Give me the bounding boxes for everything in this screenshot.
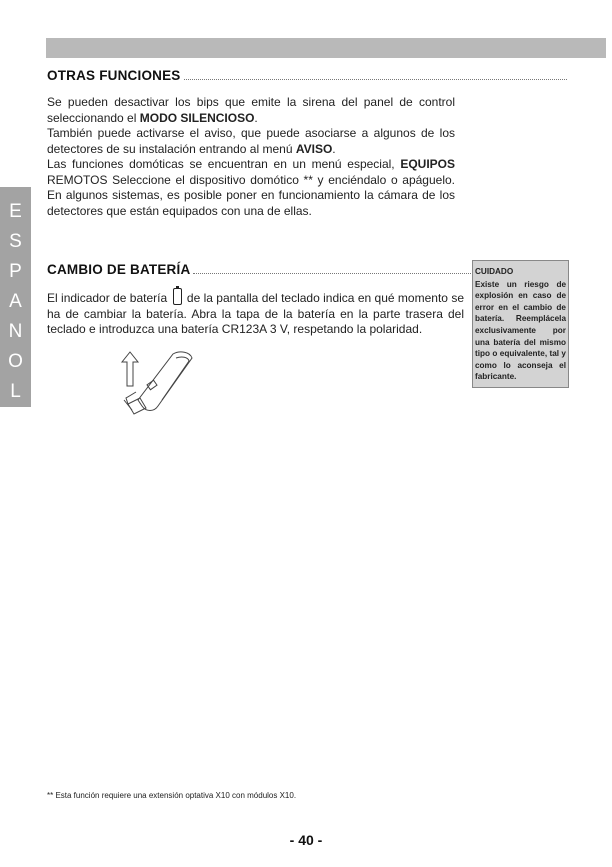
paragraph-text: de la pantalla del teclado indica en qué momento se ha de cambiar la batería. Abra la tapa de la batería en la parte trasera del teclado e introduzca una batería CR123A 3 V, respetando la polaridad. — [47, 291, 464, 336]
paragraph-text: El indicador de batería — [47, 291, 171, 305]
section-heading-text: OTRAS FUNCIONES — [47, 68, 181, 83]
paragraph-text: También puede activarse el aviso, que puede asociarse a algunos de los detectores de su instalación entrando al menú — [47, 126, 455, 156]
side-tab-letter: O — [8, 351, 23, 372]
section-otras-funciones-body — [47, 95, 455, 219]
side-tab-letter: E — [9, 201, 22, 222]
battery-cover-drawing — [118, 348, 218, 418]
section-heading-text: CAMBIO DE BATERÍA — [47, 262, 191, 277]
section-heading-otras-funciones — [47, 68, 567, 83]
paragraph-text: . — [254, 110, 258, 125]
heading-dotted-leader — [184, 79, 567, 80]
paragraph — [47, 288, 464, 338]
page-number: - 40 - — [289, 832, 323, 848]
paragraph-text: Se pueden desactivar los bips que emite la sirena del panel de control seleccionando el — [47, 95, 455, 125]
section-heading-cambio-de-bateria — [47, 262, 473, 277]
paragraph-bold-text: AVISO — [295, 141, 333, 156]
section-cambio-de-bateria-body — [47, 288, 464, 338]
side-tab-letter: L — [10, 381, 21, 402]
side-tab-letter: P — [9, 261, 22, 282]
heading-dotted-leader — [193, 273, 473, 274]
caution-body: Existe un riesgo de explosión en caso de error en el cambio de batería. Reemplácela exclusivamente por una batería del mismo tipo o equivalente, tal y como lo aconseja el fabricante. — [475, 279, 566, 382]
paragraph — [47, 95, 455, 126]
paragraph-text: REMOTOS Seleccione el dispositivo domótico ** y enciéndalo o apáguelo. En algunos sistemas, es posible poner en funcionamiento la cámara de los detectores que están equipados con una de ellas. — [47, 172, 455, 218]
header-bar — [46, 38, 606, 58]
footnote: ** Esta función requiere una extensión optativa X10 con módulos X10. — [47, 791, 297, 800]
paragraph-bold-text: EQUIPOS — [400, 157, 455, 171]
side-tab-letter: N — [8, 321, 23, 342]
caution-title: CUIDADO — [475, 267, 514, 276]
paragraph-bold-text: MODO SILENCIOSO — [139, 110, 255, 125]
paragraph-text: . — [332, 141, 336, 156]
caution-box — [472, 260, 569, 388]
paragraph — [47, 126, 455, 157]
language-side-tab — [0, 187, 31, 407]
side-tab-letter: A — [9, 291, 22, 312]
side-tab-letter: S — [9, 231, 22, 252]
paragraph — [47, 157, 455, 219]
paragraph-text: Las funciones domóticas se encuentran en un menú especial, — [47, 157, 401, 171]
remote-battery-cover-illustration — [118, 348, 218, 423]
battery-icon — [173, 288, 182, 305]
